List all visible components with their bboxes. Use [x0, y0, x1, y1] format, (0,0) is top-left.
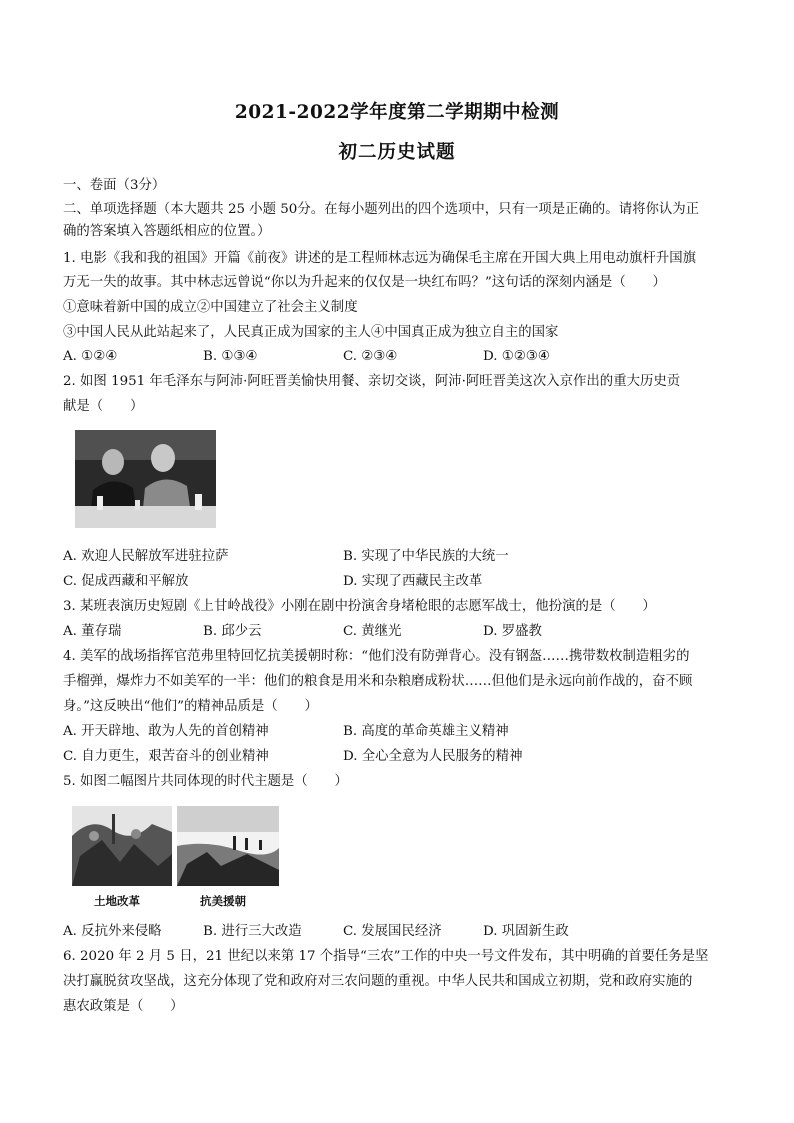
- q2-stem-cont: 献是（ ）: [63, 399, 144, 414]
- q5-caption-1: 土地改革: [94, 894, 140, 908]
- q1-stem: 1. 电影《我和我的祖国》开篇《前夜》讲述的是工程师林志远为确保毛主席在开国大典上用电动旗杆升国旗: [63, 251, 696, 266]
- q5-caption-2: 抗美援朝: [200, 894, 246, 908]
- q6-stem: 6. 2020 年 2 月 5 日，21 世纪以来第 17 个指导“三农”工作的中央一号文件发布，其中明确的首要任务是坚: [63, 949, 709, 964]
- q1-option-c: C. ②③④: [343, 349, 398, 364]
- q5-photo-land-reform: [72, 806, 172, 886]
- q4-stem-cont-2: 身。”这反映出“他们”的精神品质是（ ）: [63, 699, 318, 714]
- q4-option-c: C. 自力更生，艰苦奋斗的创业精神: [63, 749, 269, 764]
- section-2-heading-cont: 确的答案填入答题纸相应的位置。）: [63, 224, 271, 239]
- section-2-heading: 二、单项选择题（本大题共 25 小题 50分。在每小题列出的四个选项中，只有一项是正确的。请将你认为正: [63, 202, 700, 217]
- q3-option-a: A. 董存瑞: [63, 624, 122, 639]
- q5-option-c: C. 发展国民经济: [343, 924, 442, 939]
- q1-statement-1: ①意味着新中国的成立②中国建立了社会主义制度: [63, 300, 358, 315]
- q4-option-b: B. 高度的革命英雄主义精神: [343, 724, 509, 739]
- q4-option-a: A. 开天辟地、敢为人先的首创精神: [63, 724, 269, 739]
- q3-option-c: C. 黄继光: [343, 624, 402, 639]
- q5-option-b: B. 进行三大改造: [203, 924, 302, 939]
- q3-stem: 3. 某班表演历史短剧《上甘岭战役》小刚在剧中扮演舍身堵枪眼的志愿军战士，他扮演的是（ ）: [63, 599, 656, 614]
- q2-option-a: A. 欢迎人民解放军进驻拉萨: [63, 549, 229, 564]
- q5-option-d: D. 巩固新生政: [483, 924, 569, 939]
- q5-stem: 5. 如图二幅图片共同体现的时代主题是（ ）: [63, 774, 348, 789]
- q4-stem-cont: 手榴弹，爆炸力不如美军的一半：他们的粮食是用米和杂粮磨成粉状……但他们是永远向前作战的，奋不顾: [63, 674, 693, 689]
- q1-option-d: D. ①②③④: [483, 349, 550, 364]
- section-1-heading: 一、卷面（3分）: [63, 178, 166, 193]
- exam-title: 2021-2022学年度第二学期期中检测: [234, 102, 560, 123]
- q3-option-b: B. 邱少云: [203, 624, 262, 639]
- q2-photo: [75, 430, 216, 528]
- q6-stem-cont: 决打赢脱贫攻坚战，这充分体现了党和政府对三农问题的重视。中华人民共和国成立初期，党和政府实施的: [63, 974, 693, 989]
- q1-statement-2: ③中国人民从此站起来了，人民真正成为国家的主人④中国真正成为独立自主的国家: [63, 325, 559, 340]
- q2-option-c: C. 促成西藏和平解放: [63, 574, 189, 589]
- q2-option-b: B. 实现了中华民族的大统一: [343, 549, 509, 564]
- q1-option-b: B. ①③④: [203, 349, 258, 364]
- q5-option-a: A. 反抗外来侵略: [63, 924, 162, 939]
- q6-stem-cont-2: 惠农政策是（ ）: [63, 999, 184, 1014]
- q2-option-d: D. 实现了西藏民主改革: [343, 574, 483, 589]
- exam-subtitle: 初二历史试题: [338, 142, 456, 163]
- q4-stem: 4. 美军的战场指挥官范弗里特回忆抗美援朝时称：“他们没有防弹背心。没有钢盔……携带数枚制造粗劣的: [63, 649, 690, 664]
- q5-photo-resist-us-aid-korea: [177, 806, 279, 886]
- q3-option-d: D. 罗盛教: [483, 624, 542, 639]
- q4-option-d: D. 全心全意为人民服务的精神: [343, 749, 523, 764]
- q2-stem: 2. 如图 1951 年毛泽东与阿沛·阿旺晋美愉快用餐、亲切交谈，阿沛·阿旺晋美这次入京作出的重大历史贡: [63, 374, 681, 389]
- q1-option-a: A. ①②④: [63, 349, 118, 364]
- q1-stem-cont: 万无一失的故事。其中林志远曾说“你以为升起来的仅仅是一块红布吗？”这句话的深刻内涵是（ ）: [63, 275, 666, 290]
